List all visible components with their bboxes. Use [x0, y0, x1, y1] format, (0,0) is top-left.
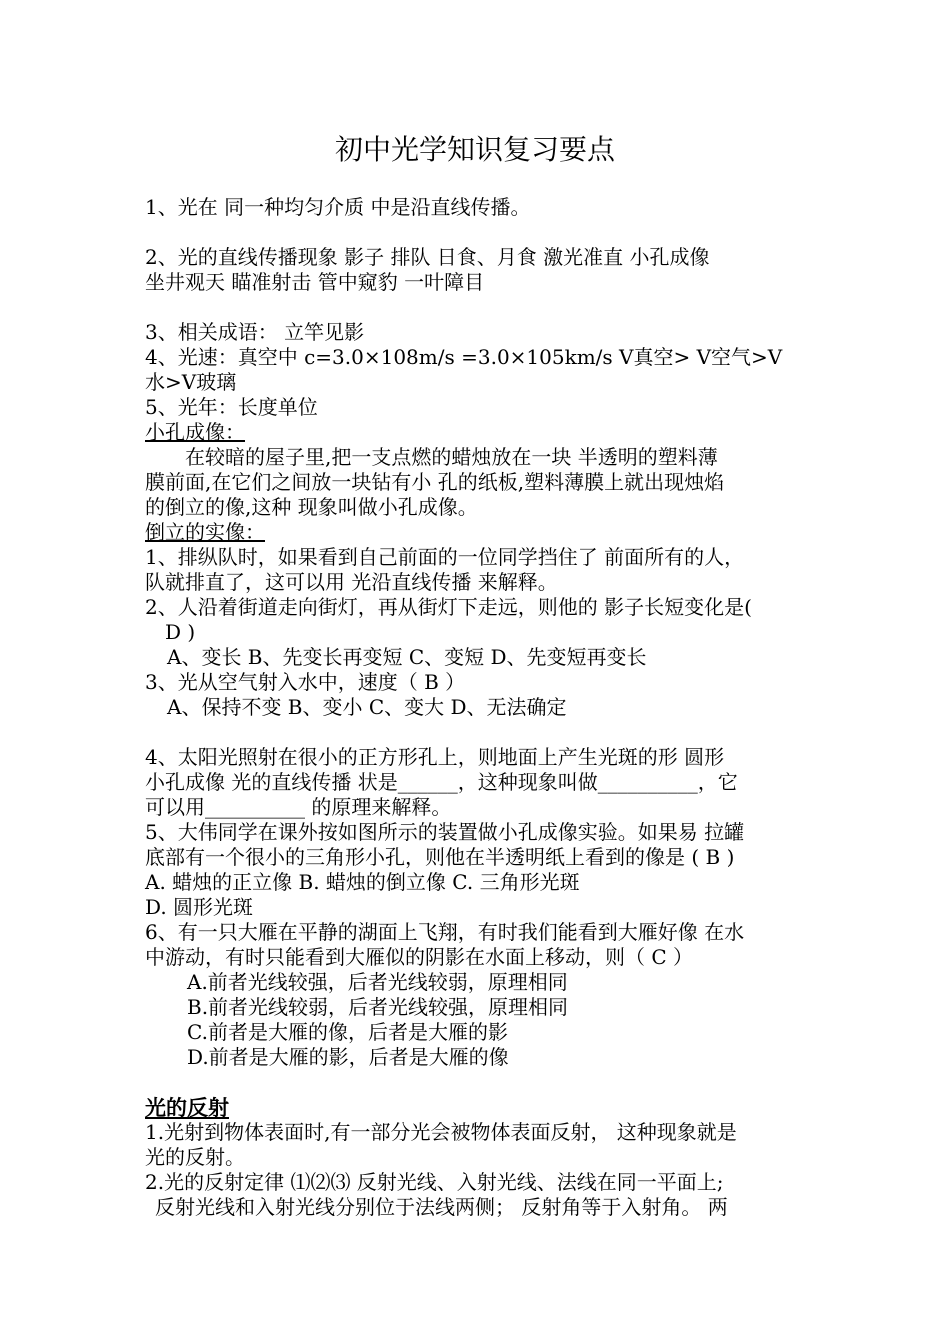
text-line: 4、光速：真空中 c=3.0×108m/s =3.0×105km/s V真空> V空气>V — [145, 345, 783, 369]
option-line: A.前者光线较强，后者光线较弱，原理相同 — [187, 970, 568, 994]
text-line: 水>V玻璃 — [145, 370, 237, 394]
text-line: 2、光的直线传播现象 影子 排队 日食、月食 激光准直 小孔成像 — [145, 245, 710, 269]
blank-line — [145, 220, 810, 245]
text-line: 5、光年：长度单位 — [145, 395, 318, 419]
option-line: D. 圆形光斑 — [145, 895, 254, 919]
text-line: 1、光在 同一种均匀介质 中是沿直线传播。 — [145, 195, 531, 219]
text-line: 膜前面,在它们之间放一块钻有小 孔的纸板,塑料薄膜上就出现烛焰 — [145, 470, 725, 494]
text-line: 2、人沿着街道走向街灯，再从街灯下走远，则他的 影子长短变化是( — [145, 595, 752, 619]
text-line: 光的反射。 — [145, 1145, 245, 1169]
blank-line — [145, 1070, 810, 1095]
text-line: 3、相关成语： 立竿见影 — [145, 320, 365, 344]
document-title: 初中光学知识复习要点 — [334, 133, 615, 166]
text-line: 坐井观天 瞄准射击 管中窥豹 一叶障目 — [145, 270, 485, 294]
text-line: 的倒立的像,这种 现象叫做小孔成像。 — [145, 495, 478, 519]
text-line: 底部有一个很小的三角形小孔，则他在半透明纸上看到的像是 ( B ) — [145, 845, 735, 869]
text-line: 6、有一只大雁在平静的湖面上飞翔，有时我们能看到大雁好像 在水 — [145, 920, 745, 944]
option-line: A、保持不变 B、变小 C、变大 D、无法确定 — [167, 695, 567, 719]
text-line: 在较暗的屋子里,把一支点燃的蜡烛放在一块 半透明的塑料薄 — [185, 445, 718, 469]
text-line: 中游动，有时只能看到大雁似的阴影在水面上移动，则（ C ） — [145, 945, 694, 969]
document-body — [145, 195, 810, 1220]
option-line: B.前者光线较弱，后者光线较强，原理相同 — [187, 995, 569, 1019]
section-heading-reflection: 光的反射 — [145, 1095, 229, 1120]
text-line: 小孔成像 光的直线传播 状是______，这种现象叫做__________，它 — [145, 770, 738, 794]
text-line: 可以用__________ 的原理来解释。 — [145, 795, 452, 819]
option-line: A、变长 B、先变长再变短 C、变短 D、先变短再变长 — [167, 645, 647, 669]
text-line: 5、大伟同学在课外按如图所示的装置做小孔成像实验。如果易 拉罐 — [145, 820, 745, 844]
text-line: 1.光射到物体表面时,有一部分光会被物体表面反射， 这种现象就是 — [145, 1120, 737, 1144]
option-line: D.前者是大雁的影，后者是大雁的像 — [187, 1045, 509, 1069]
blank-line — [145, 720, 810, 745]
text-line: 反射光线和入射光线分别位于法线两侧； 反射角等于入射角。 两 — [155, 1195, 728, 1219]
option-line: A. 蜡烛的正立像 B. 蜡烛的倒立像 C. 三角形光斑 — [145, 870, 580, 894]
text-line: 1、排纵队时，如果看到自己前面的一位同学挡住了 前面所有的人， — [145, 545, 745, 569]
blank-line — [145, 295, 810, 320]
section-heading-pinhole: 小孔成像： — [145, 420, 245, 444]
text-line: D ) — [165, 620, 196, 644]
text-line: 队就排直了，这可以用 光沿直线传播 来解释。 — [145, 570, 558, 594]
text-line: 2.光的反射定律 ⑴⑵⑶ 反射光线、入射光线、法线在同一平面上; — [145, 1170, 724, 1194]
text-line: 3、光从空气射入水中，速度（ B ） — [145, 670, 466, 694]
section-heading-inverted-image: 倒立的实像： — [145, 520, 265, 544]
text-line: 4、太阳光照射在很小的正方形孔上，则地面上产生光斑的形 圆形 — [145, 745, 725, 769]
option-line: C.前者是大雁的像，后者是大雁的影 — [187, 1020, 508, 1044]
